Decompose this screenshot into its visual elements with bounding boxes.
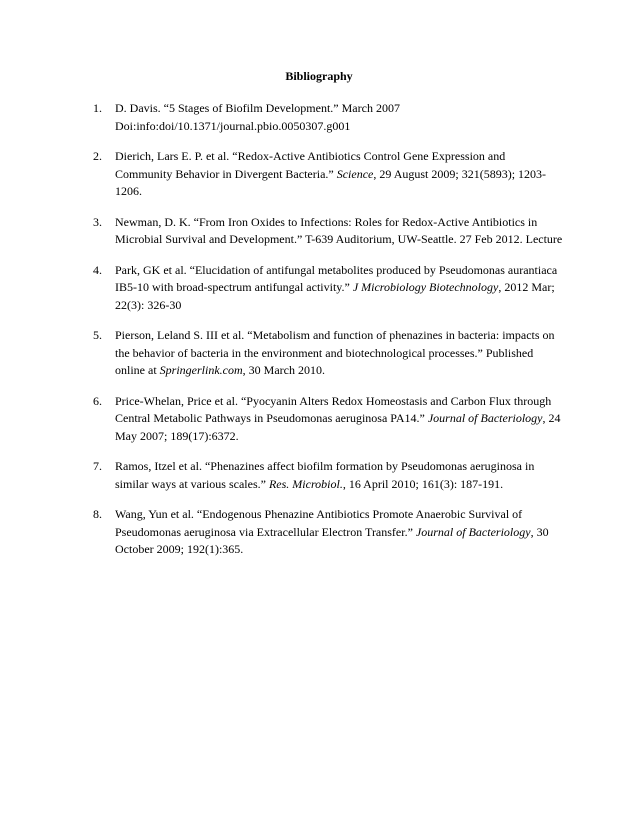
entry-text	[115, 394, 561, 443]
entry-text	[115, 459, 534, 491]
entry-text	[115, 507, 549, 556]
entry-text-segment: Wang, Yun et al. “Endogenous Phenazine Antibiotics Promote Anaerobic Survival of Pseudomonas aeruginosa via Extracellular Electron Transfer.”	[115, 507, 523, 539]
entry-text-segment: , 30 March 2010.	[242, 363, 325, 377]
entry-source-italic: Journal of Bacteriology	[427, 411, 543, 425]
entry-number: 4.	[93, 262, 102, 277]
entry-source-italic: Journal of Bacteriology	[415, 524, 531, 539]
bibliography-entry	[93, 458, 563, 493]
entry-text-segment: , 24 May 2007; 189(17):6372.	[115, 411, 561, 443]
bibliography-entry	[93, 262, 563, 315]
entry-text-segment: , 2012 Mar; 22(3): 326-30	[115, 280, 555, 312]
entry-text	[115, 101, 400, 133]
bibliography-entry	[93, 393, 563, 446]
entry-number: 3.	[93, 214, 102, 229]
entry-text	[115, 328, 555, 377]
page-title: Bibliography	[285, 69, 353, 83]
entry-source-italic: J Microbiology Biotechnology	[352, 280, 499, 294]
entry-text-segment: , 30 October 2009; 192(1):365.	[115, 524, 549, 556]
entry-number: 7.	[93, 459, 102, 473]
entry-text	[115, 215, 562, 247]
entry-source-italic: Springerlink.com	[159, 363, 243, 377]
entry-source-italic: Science	[336, 166, 374, 181]
bibliography-list	[93, 100, 563, 572]
entry-number: 6.	[93, 393, 102, 408]
entry-text-segment: D. Davis. “5 Stages of Biofilm Development.” March 2007 Doi:info:doi/10.1371/journal.pbio.0050307.g001	[115, 101, 400, 133]
entry-number: 5.	[93, 328, 102, 342]
entry-text	[115, 263, 557, 312]
bibliography-entry	[93, 100, 563, 135]
entry-text	[115, 149, 546, 198]
entry-number: 2.	[93, 149, 102, 163]
entry-text-segment: Pierson, Leland S. III et al. “Metabolism and function of phenazines in bacteria: impacts on the behavior of bacteria in the environment and biotechnological processes.” Published online at	[115, 328, 555, 377]
entry-text-segment: , 29 August 2009; 321(5893); 1203-1206.	[115, 166, 547, 198]
entry-source-italic: Res. Microbiol.	[268, 476, 343, 491]
entry-text-segment: , 16 April 2010; 161(3): 187-191.	[342, 476, 504, 491]
entry-text-segment: Dierich, Lars E. P. et al. “Redox-Active Antibiotics Control Gene Expression and Community Behavior in Divergent Bacteria.”	[115, 149, 506, 181]
bibliography-entry	[93, 327, 563, 380]
entry-number: 1.	[93, 101, 102, 115]
entry-number: 8.	[93, 507, 102, 521]
entry-text-segment: Ramos, Itzel et al. “Phenazines affect biofilm formation by Pseudomonas aeruginosa in similar ways at various scales.”	[115, 459, 535, 491]
bibliography-entry	[93, 214, 563, 249]
entry-text-segment: Price-Whelan, Price et al. “Pyocyanin Alters Redox Homeostasis and Carbon Flux through Central Metabolic Pathways in Pseudomonas aeruginosa PA14.”	[115, 393, 552, 425]
bibliography-entry	[93, 148, 563, 201]
entry-text-segment: Newman, D. K. “From Iron Oxides to Infections: Roles for Redox-Active Antibiotics in Microbial Survival and Development.” T-639 Auditorium, UW-Seattle. 27 Feb 2012. Lecture	[115, 214, 563, 246]
entry-text-segment: Park, GK et al. “Elucidation of antifungal metabolites produced by Pseudomonas aurantiaca IB5-10 with broad-spectrum antifungal activity.”	[115, 262, 558, 294]
bibliography-entry	[93, 506, 563, 559]
